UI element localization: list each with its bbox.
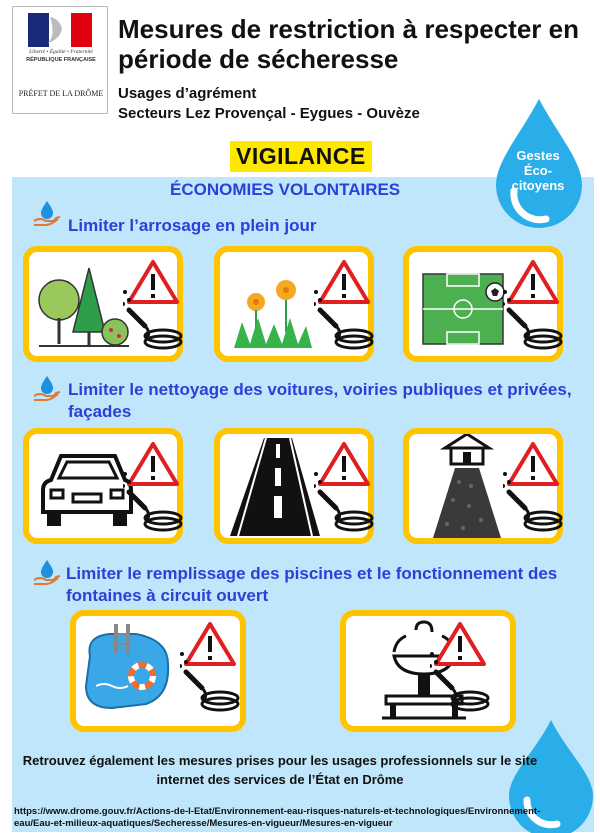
source-link[interactable]: https://www.drome.gouv.fr/Actions-de-l-Etat/Environnement-eau-risques-naturels-et-technologiques/Environnement-eau/Eau-et-milieux-aquatiques/Secheresse/Mesures-en-vigueur/Mesures-en-vigueur	[14, 806, 541, 829]
marianne-flag-icon	[28, 13, 92, 47]
hand-water-icon	[32, 199, 62, 229]
hand-water-icon	[32, 374, 62, 404]
alert-level-badge: VIGILANCE	[230, 141, 372, 172]
eco-line-3: citoyens	[511, 178, 565, 193]
hose-warning-icon	[503, 440, 563, 536]
measure-heading-watering: Limiter l’arrosage en plein jour	[68, 216, 317, 235]
measure-heading-pools: Limiter le remplissage des piscines et le fonctionnement des fontaines à circuit ouvert	[66, 564, 558, 605]
footer-info: Retrouvez également les mesures prises pour les usages professionnels sur le site internet des services de l’État en Drôme	[22, 753, 538, 787]
subtitle-usage: Usages d’agrément	[118, 85, 257, 102]
hose-warning-icon	[123, 440, 183, 536]
eco-gestures-label	[500, 148, 576, 193]
hose-warning-icon	[314, 440, 374, 536]
republic-label: RÉPUBLIQUE FRANÇAISE	[26, 57, 96, 63]
hose-warning-icon	[123, 258, 183, 354]
page-subtitle	[118, 84, 420, 124]
measure-heading-cleaning: Limiter le nettoyage des voitures, voiries publiques et privées, façades	[68, 380, 572, 421]
hose-warning-icon	[503, 258, 563, 354]
hose-warning-icon	[430, 620, 490, 716]
eco-line-2: Éco-	[523, 163, 553, 178]
prefecture-logo	[12, 6, 108, 114]
hose-warning-icon	[314, 258, 374, 354]
section-title: ÉCONOMIES VOLONTAIRES	[170, 180, 401, 199]
hose-warning-icon	[180, 620, 240, 716]
motto: Liberté • Égalité • Fraternité	[29, 49, 93, 55]
subtitle-sectors: Secteurs Lez Provençal - Eygues - Ouvèze	[118, 105, 420, 122]
eco-line-1: Gestes	[516, 148, 560, 163]
hand-water-icon	[32, 558, 62, 588]
page-title: Mesures de restriction à respecter en période de sécheresse	[118, 14, 579, 74]
prefect-label: PRÉFET DE LA DRÔME	[18, 89, 104, 98]
